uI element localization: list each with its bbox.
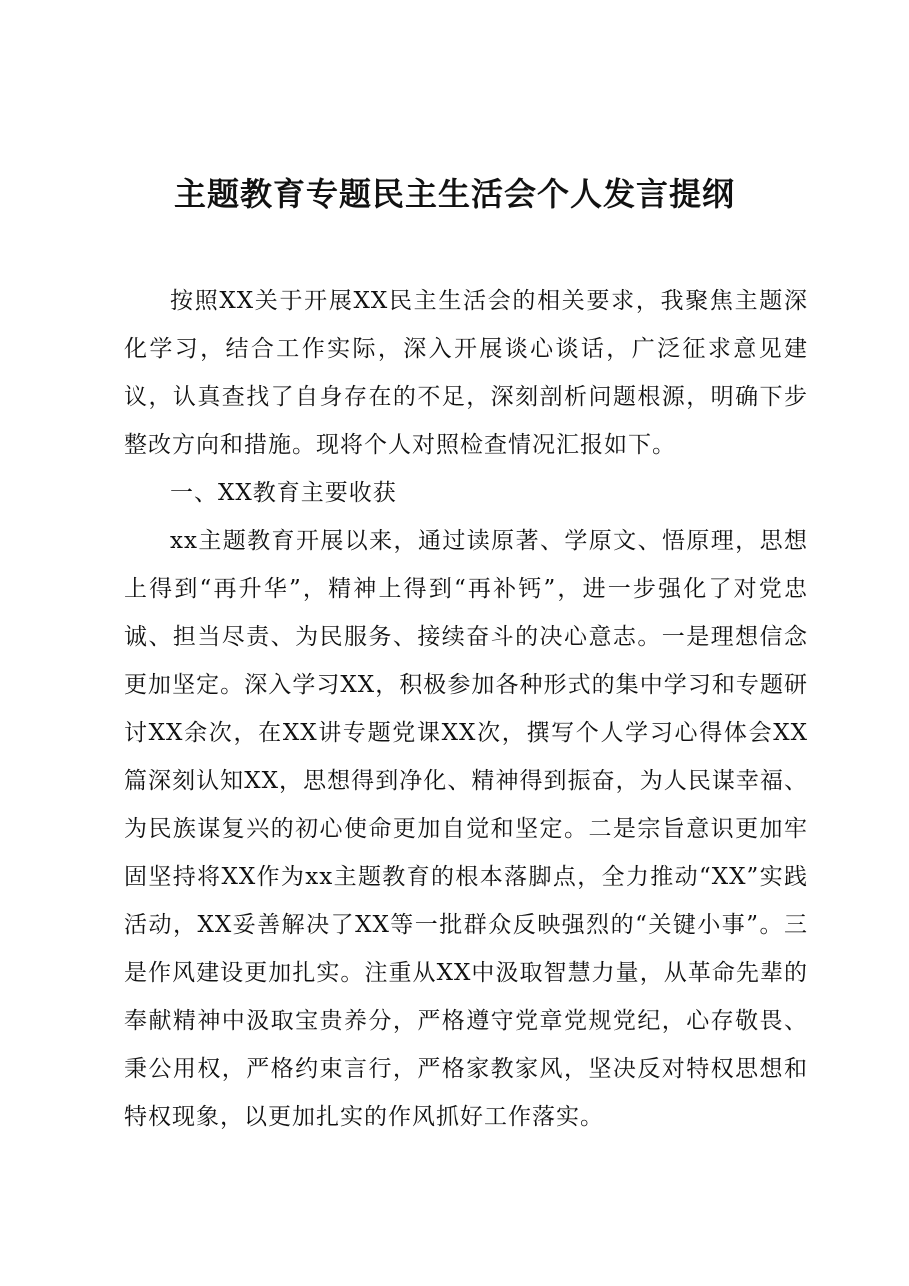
section-heading: 一、XX教育主要收获 [170,480,397,506]
document-title: 主题教育专题民主生活会个人发言提纲 [173,175,735,213]
section-paragraph: xx主题教育开展以来，通过读原著、学原文、悟原理，思想上得到“再升华”，精神上得到“再补钙”，进一步强化了对党忠诚、担当尽责、为民服务、接续奋斗的决心意志。一是理想信念更加坚定。深入学习XX，积极参加各种形式的集中学习和专题研讨XX余次，在XX讲专题党课XX次，撰写个人学习心得体会XX篇深刻认知XX，思想得到净化、精神得到振奋，为人民谋幸福、为民族谋复兴的初心使命更加自觉和坚定。二是宗旨意识更加牢固坚持将XX作为xx主题教育的根本落脚点，全力推动“XX”实践活动，XX妥善解决了XX等一批群众反映强烈的“关键小事”。三是作风建设更加扎实。注重从XX中汲取智慧力量，从革命先辈的奉献精神中汲取宝贵养分，严格遵守党章党规党纪，心存敬畏、秉公用权，严格约束言行，严格家教家风，坚决反对特权思想和特权现象，以更加扎实的作风抓好工作落实。 [124,528,808,1130]
document-body [124,277,808,1141]
intro-paragraph: 按照XX关于开展XX民主生活会的相关要求，我聚焦主题深化学习，结合工作实际，深入开展谈心谈话，广泛征求意见建议，认真查找了自身存在的不足，深刻剖析问题根源，明确下步整改方向和措施。现将个人对照检查情况汇报如下。 [124,288,808,458]
